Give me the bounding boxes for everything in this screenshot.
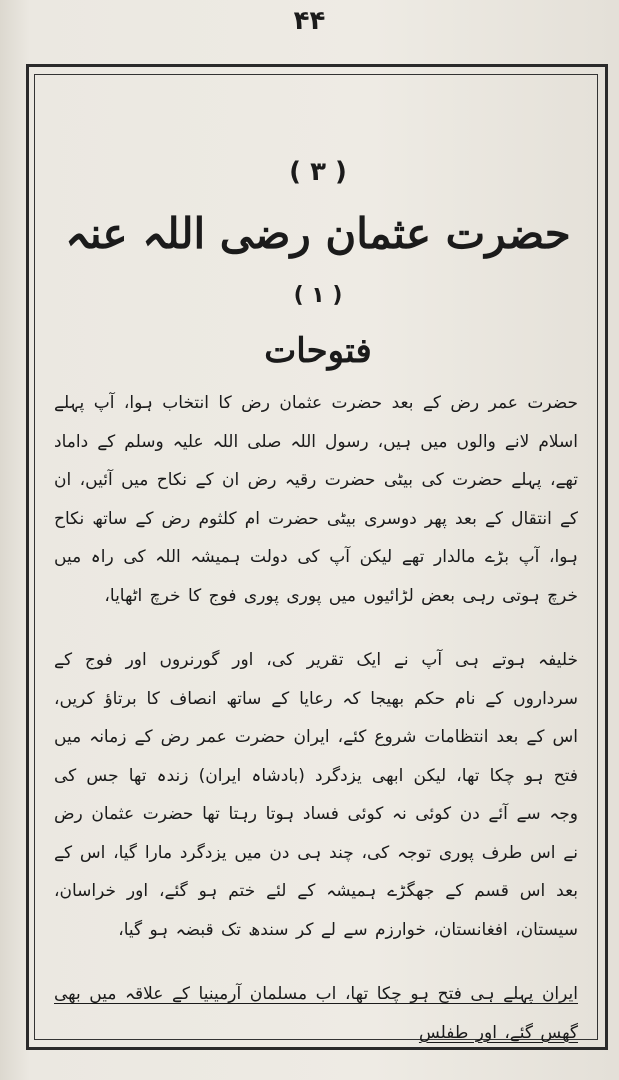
page-content <box>44 150 592 1043</box>
subsection-number: ( ۱ ) <box>293 283 343 308</box>
subsection-title: فتوحات <box>264 331 372 371</box>
section-number: ( ۳ ) <box>289 157 347 187</box>
page-number: ۴۴ <box>293 6 326 36</box>
paragraph: حضرت عمر رض کے بعد حضرت عثمان رض کا انتخاب ہوا، آپ پہلے اسلام لانے والوں میں ہیں، رسول اللہ صلی اللہ علیہ وسلم کے داماد تھے، پہلے حضرت کی بیٹی حضرت رقیہ رض ان کے نکاح میں آئیں، ان کے انتقال کے بعد پھر دوسری بیٹی حضرت ام کلثوم رض کے ساتھ نکاح ہوا، آپ بڑے مالدار تھے لیکن آپ کی دولت ہمیشہ اللہ کی راہ میں خرچ ہوتی رہی بعض لڑائیوں میں پوری پوری فوج کا خرچ اٹھایا، <box>54 393 578 606</box>
paragraph: خلیفہ ہوتے ہی آپ نے ایک تقریر کی، اور گورنروں اور فوج کے سرداروں کے نام حکم بھیجا کہ رعایا کے ساتھ انصاف کا برتاؤ کریں، اس کے بعد انتظامات شروع کئے، ایران حضرت عمر رض کے زمانہ میں فتح ہو چکا تھا، لیکن ابھی یزدگرد (بادشاہ ایران) زندہ تھا جس کی وجہ سے آئے دن کوئی نہ کوئی فساد ہوتا رہتا تھا حضرت عثمان رض نے اس طرف پوری توجہ کی، چند ہی دن میں یزدگرد مارا گیا، اس کے بعد اس قسم کے جھگڑے ہمیشہ کے لئے ختم ہو گئے، اور خراسان، سیستان، افغانستان، خوارزم سے لے کر سندھ تک قبضہ ہو گیا، <box>54 650 578 940</box>
paragraph-gap <box>44 615 592 641</box>
paragraph: ایران پہلے ہی فتح ہو چکا تھا، اب مسلمان آرمینیا کے علاقہ میں بھی گھس گئے، اور طفلس <box>54 984 578 1043</box>
chapter-title: حضرت عثمان رضی اللہ عنہ <box>65 209 571 258</box>
paragraph-gap <box>44 949 592 975</box>
